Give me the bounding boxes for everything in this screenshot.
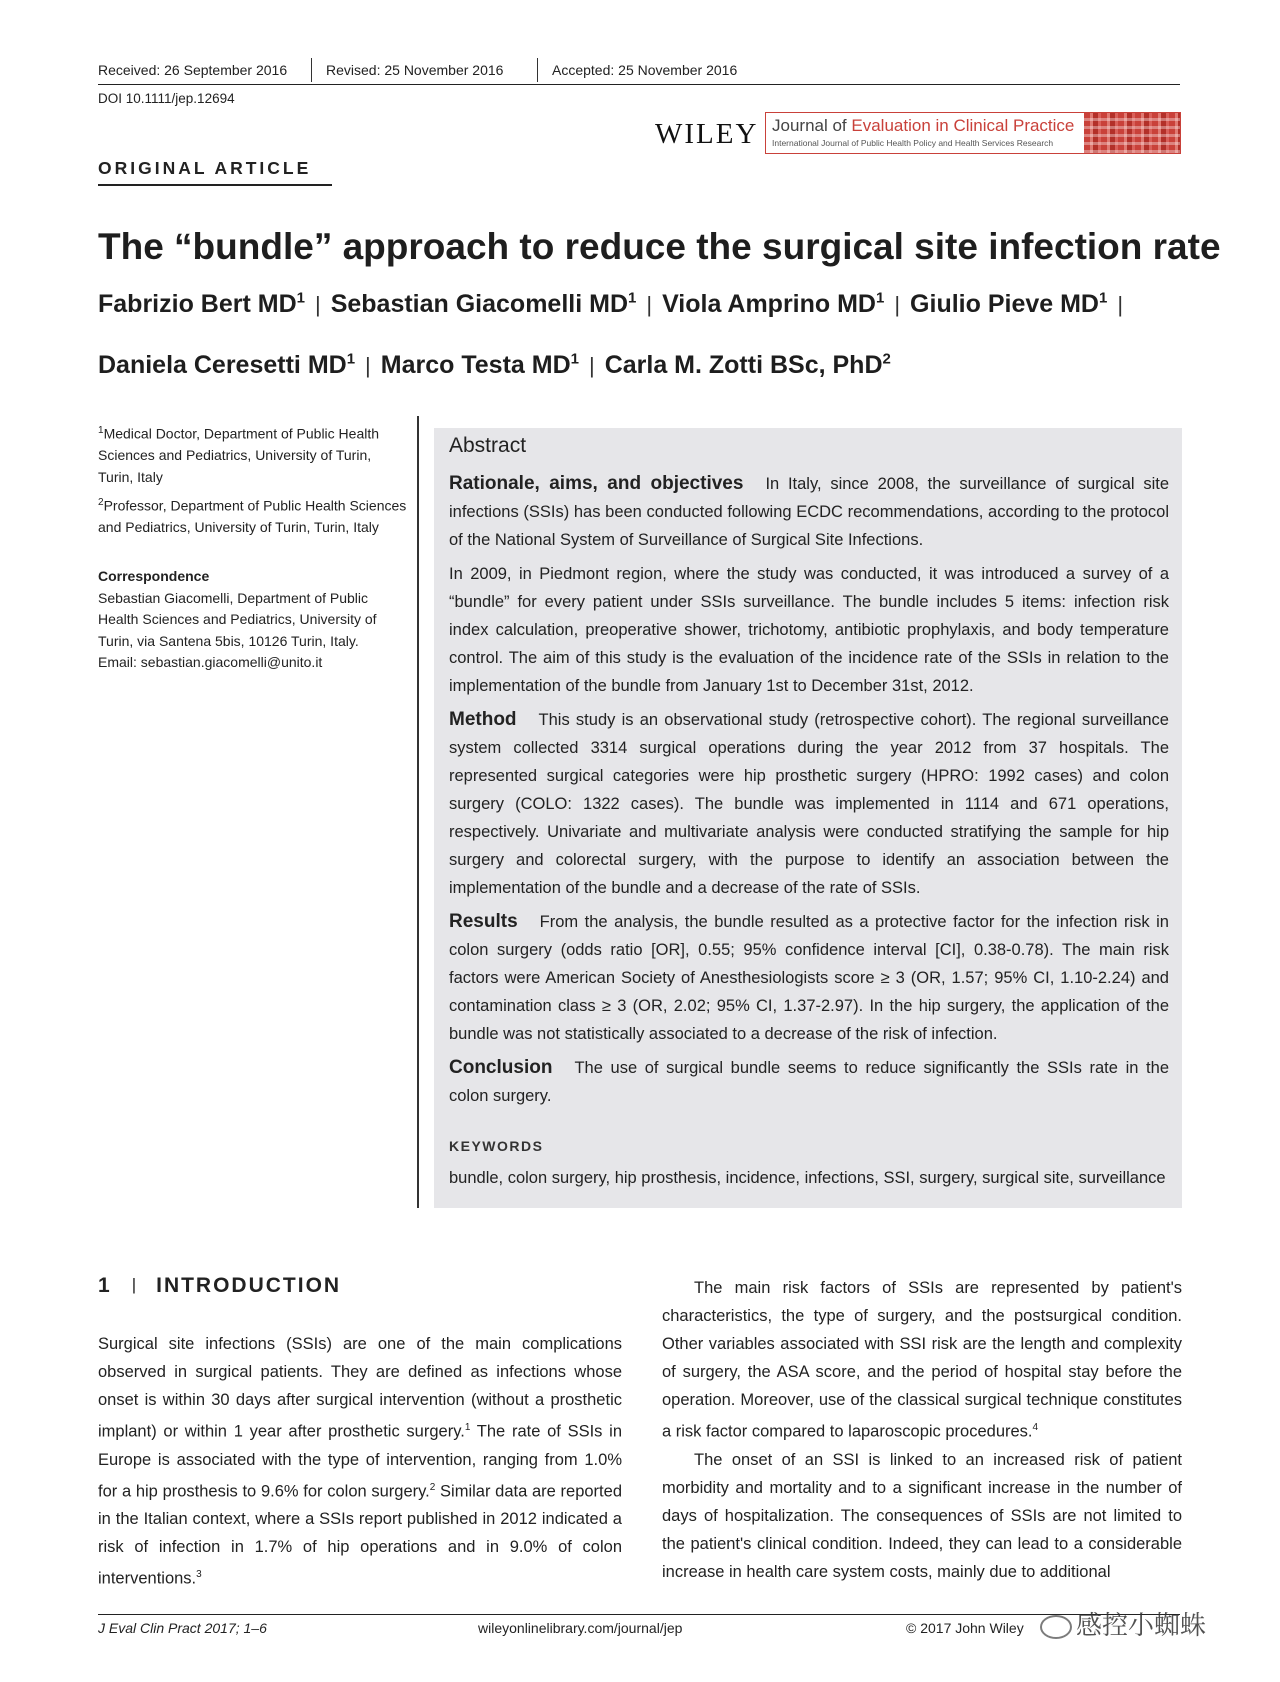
- citation-ref[interactable]: 2: [429, 1481, 436, 1493]
- correspondence-email[interactable]: Email: sebastian.giacomelli@unito.it: [98, 654, 323, 670]
- citation-ref[interactable]: 4: [1032, 1422, 1039, 1433]
- keywords-list: bundle, colon surgery, hip prosthesis, incidence, infections, SSI, surgery, surgical site, surveillance: [449, 1169, 1166, 1187]
- abstract-body: [449, 470, 1169, 1116]
- author[interactable]: Fabrizio Bert $MD^1$: [98, 290, 305, 319]
- conclusion-heading: Conclusion: [449, 1057, 553, 1078]
- column-divider: [417, 416, 419, 1208]
- article-type-underline: [98, 184, 332, 186]
- intro-left-column: [98, 1330, 622, 1593]
- doi[interactable]: DOI 10.1111/jep.12694: [98, 91, 235, 106]
- author[interactable]: Viola Amprino $MD^1$: [662, 290, 885, 319]
- footer-copyright: © 2017 John Wiley: [906, 1620, 1024, 1636]
- header-rule: [98, 84, 1180, 85]
- author[interactable]: Giulio Pieve $MD^1$: [910, 290, 1108, 319]
- conclusion-text: The use of surgical bundle seems to reduce significantly the SSIs rate in the colon surgery.: [449, 1059, 1169, 1105]
- banner-pattern-icon: [1084, 113, 1180, 153]
- citation-ref[interactable]: 1: [464, 1422, 471, 1433]
- intro-paragraph: The onset of an SSI is linked to an increased risk of patient morbidity and mortality and to a significant increase in the number of days of hospitalization. The consequences of SSIs are not limited to the patient's clinical condition. Indeed, they can lead to a considerable increase in health care system costs, mainly due to additional: [662, 1450, 1182, 1581]
- journal-subtitle: International Journal of Public Health Policy and Health Services Research: [772, 138, 1054, 148]
- author[interactable]: Carla M. Zotti BSc, PhD$^2$: [604, 351, 891, 380]
- section-heading-introduction: 1 | INTRODUCTION: [98, 1274, 342, 1297]
- results-text: From the analysis, the bundle resulted as a protective factor for the infection risk in colon surgery (odds ratio [OR], 0.55; 95% confidence interval [CI], 0.38-0.78). The main risk factors were American Society of Anesthesiologists score ≥ 3 (OR, 1.57; 95% CI, 1.10-2.24) and contamination class ≥ 3 (OR, 2.02; 95% CI, 1.37-2.97). In the hip surgery, the application of the bundle was not statistically associated to a decrease of the risk of infection.: [449, 913, 1169, 1043]
- accepted-date: Accepted: 25 November 2016: [552, 62, 738, 78]
- intro-paragraph: Surgical site infections (SSIs) are one of the main complications observed in surgical patients. They are defined as infections whose onset is within 30 days after surgical intervention (without a prosthetic implant) or within 1 year after prosthetic surgery.$^1$ The rate of SSIs in Europe is associated with the type of intervention, ranging from 1.0% for a hip prosthesis to 9.6% for colon surgery.$^2$ Similar data are reported in the Italian context, where a SSIs report published in 2012 indicated a risk of infection in 1.7% of hip operations and in 9.0% of colon interventions.$^3$: [98, 1335, 622, 1588]
- citation-ref[interactable]: 3: [196, 1569, 202, 1580]
- correspondence: [98, 566, 410, 674]
- author[interactable]: Daniela Ceresetti $MD^1$: [98, 351, 356, 380]
- wechat-icon: [1040, 1615, 1072, 1639]
- article-type: ORIGINAL ARTICLE: [98, 158, 312, 178]
- abstract-box: [434, 428, 1182, 1208]
- journal-banner: [765, 112, 1181, 154]
- affiliation-1: $^1$Medical Doctor, Department of Public Health Sciences and Pediatrics, University of Turin, Turin, Italy: [98, 425, 380, 485]
- correspondence-heading: Correspondence: [98, 568, 210, 584]
- method-heading: Method: [449, 709, 517, 730]
- intro-right-column: [662, 1274, 1182, 1586]
- divider: [311, 58, 312, 82]
- results-heading: Results: [449, 911, 518, 932]
- footer-url[interactable]: wileyonlinelibrary.com/journal/jep: [478, 1620, 683, 1636]
- keywords-heading: KEYWORDS: [449, 1138, 544, 1154]
- rationale-text: In Italy, since 2008, the surveillance of surgical site infections (SSIs) has been conducted following ECDC recommendations, according to the protocol of the National System of Surveillance of Surgical Site Infections.: [449, 475, 1169, 549]
- footer-citation: J Eval Clin Pract 2017; 1–6: [98, 1620, 267, 1636]
- author-line-1: Fabrizio Bert $MD^1$ | Sebastian Giacomelli $MD^1$ | Viola Amprino $MD^1$ | Giulio Pieve $MD^1$ |: [98, 290, 1124, 319]
- correspondence-address: Sebastian Giacomelli, Department of Public Health Sciences and Pediatrics, University of Turin, via Santena 5bis, 10126 Turin, Italy.: [98, 589, 377, 649]
- submission-dates: [98, 58, 1180, 84]
- journal-title: Journal of Evaluation in Clinical Practice: [772, 116, 1075, 135]
- watermark: 感控小蜘蛛: [1040, 1605, 1206, 1642]
- footer-rule: [98, 1614, 1180, 1615]
- abstract-heading: Abstract: [449, 434, 527, 457]
- author-line-2: Daniela Ceresetti $MD^1$ | Marco Testa $MD^1$ | Carla M. Zotti BSc, PhD$^2$: [98, 351, 891, 380]
- rationale-text-2: In 2009, in Piedmont region, where the study was conducted, it was introduced a survey of a “bundle” for every patient under SSIs surveillance. The bundle includes 5 items: infection risk index calculation, preoperative shower, trichotomy, antibiotic prophylaxis, and body temperature control. The aim of this study is the evaluation of the incidence rate of the SSIs in relation to the implementation of the bundle from January 1st to December 31st, 2012.: [449, 565, 1169, 695]
- article-title: The “bundle” approach to reduce the surgical site infection rate: [98, 226, 1221, 267]
- author[interactable]: Sebastian Giacomelli $MD^1$: [330, 290, 637, 319]
- author[interactable]: Marco Testa $MD^1$: [380, 351, 579, 380]
- affiliation-2: $^2$Professor, Department of Public Health Sciences and Pediatrics, University of Turin, Turin, Italy: [98, 497, 407, 536]
- rationale-heading: Rationale, aims, and objectives: [449, 473, 744, 494]
- received-date: Received: 26 September 2016: [98, 62, 288, 78]
- revised-date: Revised: 25 November 2016: [326, 62, 504, 78]
- method-text: This study is an observational study (retrospective cohort). The regional surveillance system collected 3314 surgical operations during the year 2012 from 37 hospitals. The represented surgical categories were hip prosthetic surgery (HPRO: 1992 cases) and colon surgery (COLO: 1322 cases). The bundle was implemented in 1114 and 671 operations, respectively. Univariate and multivariate analysis were conducted stratifying the sample for hip surgery and colorectal surgery, with the purpose to identify an association between the implementation of the bundle and a decrease of the rate of SSIs.: [449, 711, 1169, 897]
- intro-paragraph: The main risk factors of SSIs are represented by patient's characteristics, the type of surgery, and the postsurgical condition. Other variables associated with SSI risk are the length and complexity of surgery, the ASA score, and the period of hospital stay before the operation. Moreover, use of the classical surgical technique constitutes a risk factor compared to laparoscopic procedures.$^4$: [662, 1279, 1182, 1441]
- publisher-logo: WILEY: [655, 118, 759, 150]
- divider: [537, 58, 538, 82]
